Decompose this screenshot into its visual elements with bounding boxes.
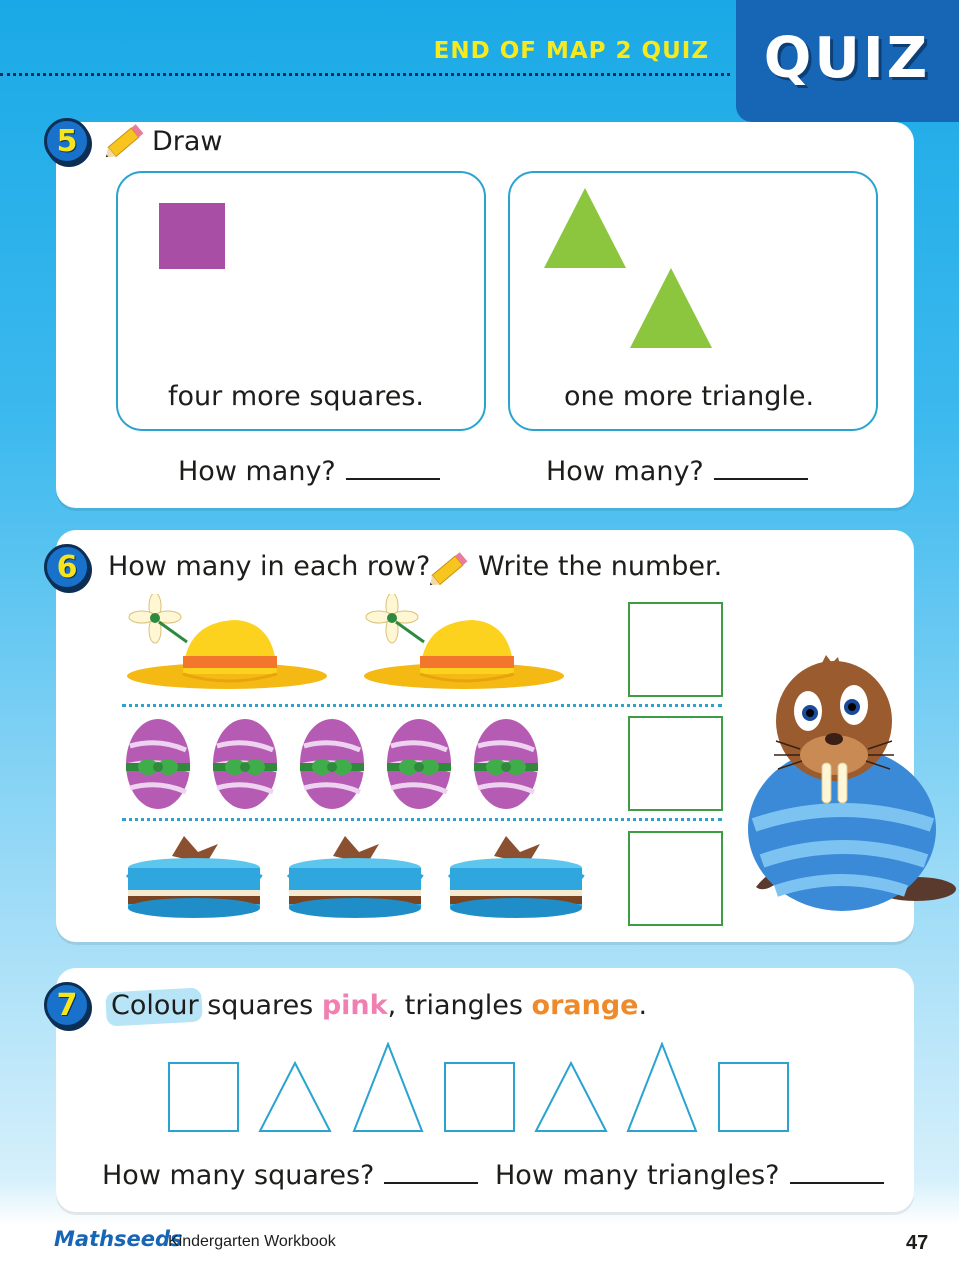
word-orange: orange [531,990,639,1021]
word-colour: Colour [111,990,199,1021]
outline-square-3 [719,1063,788,1131]
page-number: 47 [906,1232,929,1254]
word-end: . [638,990,648,1021]
cake-row [126,834,586,926]
cake-3 [450,836,582,918]
workbook-label: Kindergarten Workbook [168,1233,336,1250]
walrus-mascot [746,655,958,917]
how-many-left [178,456,440,487]
header-title: END OF MAP 2 QUIZ [433,38,709,64]
how-many-triangles-label: How many triangles? [495,1160,780,1191]
answer-box-cakes[interactable] [628,831,723,926]
word-squares: squares [198,990,322,1021]
how-many-right-label: How many? [546,456,704,487]
word-triangles: , triangles [387,990,532,1021]
outline-square-1 [169,1063,238,1131]
answer-line-triangles[interactable] [790,1182,884,1184]
green-triangle-2 [630,268,712,348]
question-7-instruction [111,990,647,1021]
square-shape [159,203,225,269]
question-5-instruction: Draw [152,126,223,157]
answer-line-left[interactable] [346,478,440,480]
egg-2 [213,719,277,809]
egg-4 [387,719,451,809]
purple-square [159,203,225,269]
triangle-shapes [540,186,720,352]
answer-line-squares[interactable] [384,1182,478,1184]
answer-box-hats[interactable] [628,602,723,697]
how-many-squares-label: How many squares? [102,1160,375,1191]
outline-triangle-2 [354,1044,422,1131]
egg-5 [474,719,538,809]
row-divider-2 [122,818,722,821]
cake-2 [289,836,421,918]
draw-triangles-caption: one more triangle. [564,381,815,412]
draw-squares-caption: four more squares. [168,381,424,412]
header-dotted-line [0,73,730,76]
answer-line-right[interactable] [714,478,808,480]
pencil-icon [424,544,474,594]
mathseeds-logo: Mathseeds [54,1227,183,1251]
egg-3 [300,719,364,809]
outline-triangle-1 [260,1063,330,1131]
answer-box-eggs[interactable] [628,716,723,811]
question-7-badge [44,982,90,1028]
question-6-instruction-b: Write the number. [478,551,723,582]
question-5-badge [44,118,90,164]
how-many-left-label: How many? [178,456,336,487]
hat-icon [362,594,567,694]
outline-triangle-4 [628,1044,696,1131]
egg-row [124,716,564,812]
how-many-squares [102,1160,478,1191]
word-pink: pink [321,990,388,1021]
how-many-triangles [495,1160,884,1191]
row-divider-1 [122,704,722,707]
green-triangle-1 [544,188,626,268]
question-5-number: 5 [56,123,78,159]
shapes-to-colour [166,1042,792,1134]
outline-square-2 [445,1063,514,1131]
quiz-tab-label: QUIZ [763,26,931,91]
hat-icon [125,594,330,694]
question-6-badge [44,544,90,590]
question-6-number: 6 [56,549,78,585]
egg-1 [126,719,190,809]
question-6-instruction-a: How many in each row? [108,551,431,582]
outline-triangle-3 [536,1063,606,1131]
how-many-right [546,456,808,487]
pencil-icon [100,116,150,166]
cake-1 [128,836,260,918]
question-7-number: 7 [56,987,78,1023]
